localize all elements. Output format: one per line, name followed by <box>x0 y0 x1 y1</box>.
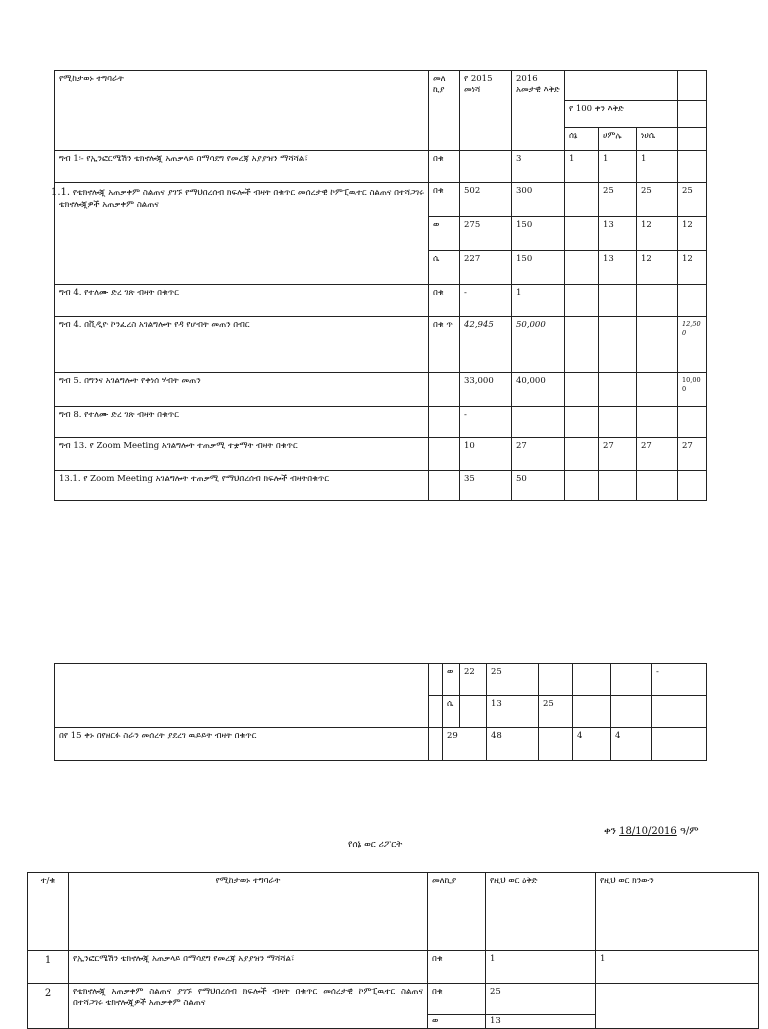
table-row: ግብ 4. የተለሙ ድረ ገጽ ብዛት በቁጥር በቁ - 1 <box>55 285 707 317</box>
table-row: ወ 22 25 - <box>55 664 707 696</box>
table-row: ግብ 13. የ Zoom Meeting አገልግሎት ተጠቃሚ ተቋማት ብዛት በቁጥር 10 27 27 27 27 <box>55 438 707 471</box>
table-row: ሴ 227 150 13 12 12 <box>55 251 707 285</box>
header-activity: የሚከታወኑ ተግባራት <box>69 873 428 951</box>
header-month-3: ነሀሴ <box>637 128 678 151</box>
header-month-2: ሀምሌ <box>599 128 637 151</box>
table-row: ግብ 1፡- የኢንፎርሜሽን ቴክኖሎጂ አጠቃላይ በማሳደግ የመረጃ አያያዝን ማሻሻል፣ በቁ 3 1 1 1 <box>55 151 707 183</box>
table-row: 13.1. የ Zoom Meeting አገልግሎት ተጠቃሚ የማህበረሰብ ክፍሎች ብዛትበቁጥር 35 50 <box>55 471 707 501</box>
row-number: 1.1. <box>51 187 71 198</box>
table-row: 1.1. የቴክኖሎጂ አጠቃቀም ስልጠና ያገኙ የማህበረሰብ ክፍሎች ብዛት በቁጥር መሰረታዊ ኮምፒዉተር ስልጠና በተሻጋገሩ ቴክኖሎጂዎች አጠቃቀም ስልጠና በቁ 502 300 25 25 25 <box>55 183 707 217</box>
header-annual-plan: 2016 አመታዊ እቅድ <box>512 71 565 151</box>
table-row: ግብ 8. የተለሙ ድረ ገጽ ብዛት በቁጥር - <box>55 407 707 438</box>
header-number: ተ/ቁ <box>28 873 69 951</box>
header-activity: የሚከታወኑ ተግባራት <box>55 71 429 151</box>
header-unit: መለ ኪያ <box>429 71 460 151</box>
table-row: 1 የኢንፎርሜሽን ቴክኖሎጂ አጠቃላይ በማሳደግ የመረጃ አያያዝን ማሻሻል፣ በቁ 1 1 <box>28 951 759 984</box>
table-row: ግብ 4. በቪዲዮ ኮንፈረስ አገልግሎት የዳ የሆብት መጠን በብር በቁ ጥ 42,945 50,000 12,500 <box>55 317 707 373</box>
table-row: ሴ 13 25 <box>55 696 707 728</box>
header-unit: መለኪያ <box>428 873 486 951</box>
header-plan: የዚህ ወር ዕቅድ <box>486 873 596 951</box>
report-date: ቀን 18/10/2016 ዓ/ም <box>604 826 699 837</box>
table-row: ግብ 5. በግንና አገልግሎት የቀነሰ ሃብት መጠን 33,000 40,000 10,000 <box>55 373 707 407</box>
header-prev-year: የ 2015 መነሻ <box>460 71 512 151</box>
header-actual: የዚህ ወር ክንውን <box>596 873 759 951</box>
header-plan-100: የ 100 ቀን እቅድ <box>565 101 678 128</box>
table-row: ወ 275 150 13 12 12 <box>55 217 707 251</box>
report-title: የሰኔ ወር ሪፖርት <box>348 840 403 850</box>
table-row: 2 የቴክኖሎጂ አጠቃቀም ስልጠና ያገኙ የማህበረሰብ ክፍሎች ብዛት በቁጥር መሰረታዊ ኮምፒዉተር ስልጠና በተሻጋገሩ ቴክኖሎጂዎች አጠቃቀም ስልጠና በቁ ወ 25 13 <box>28 984 759 1029</box>
plan-table <box>51 70 707 501</box>
row-activity: የቴክኖሎጂ አጠቃቀም ስልጠና ያገኙ የማህበረሰብ ክፍሎች ብዛት በቁጥር መሰረታዊ ኮምፒዉተር ስልጠና በተሻጋገሩ ቴክኖሎጂዎች አጠቃቀም ስልጠና <box>59 188 425 210</box>
table-row: በየ 15 ቀኑ በየዘርፉ ስራን መሰረት ያደረገ ዉይይት ብዛት በቁጥር 29 48 4 4 <box>55 728 707 761</box>
header-month-1: ሰኔ <box>565 128 599 151</box>
date-value: 18/10/2016 <box>619 826 677 837</box>
continuation-table <box>54 663 707 761</box>
monthly-report-table <box>27 872 759 1029</box>
